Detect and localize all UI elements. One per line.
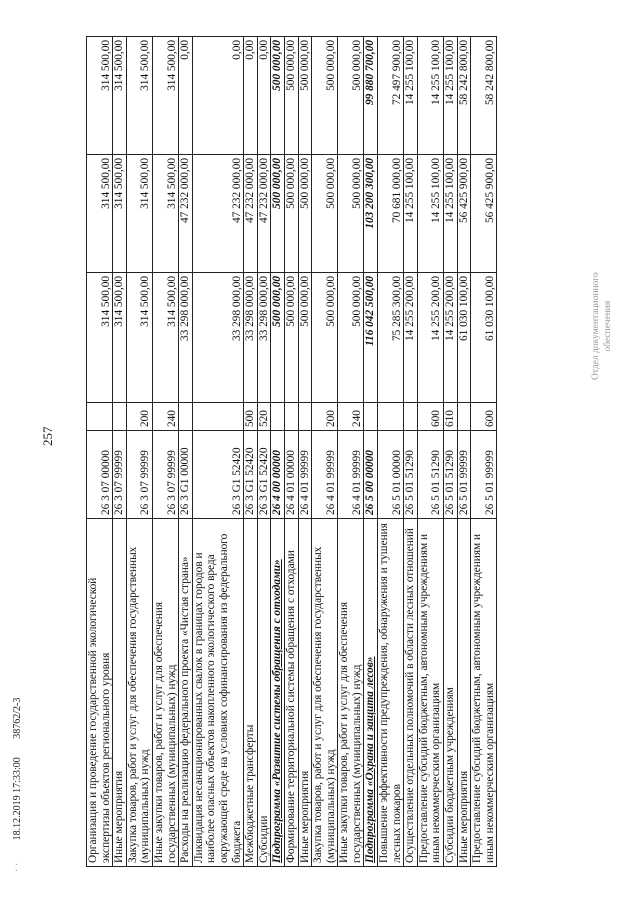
table-row <box>378 37 404 867</box>
row-name-cell: Субсидии <box>257 519 271 867</box>
row-type-cell <box>87 403 113 431</box>
subprogram-row <box>364 37 378 867</box>
row-amount-2021-cell: 14 255 100,00 <box>444 155 458 273</box>
table-row <box>257 37 271 867</box>
row-code-cell: 26 5 01 51290 <box>404 431 418 519</box>
row-name-cell: Иные закупки товаров, работ и услуг для обеспечения государственных (муниципальных) нужд <box>338 519 364 867</box>
row-amount-2022-cell: 14 255 100,00 <box>444 37 458 155</box>
row-amount-2020-cell: 500 000,00 <box>271 273 285 403</box>
row-amount-2021-cell: 56 425 900,00 <box>457 155 471 273</box>
row-name-cell: Подпрограмма «Охрана и защита лесов» <box>364 519 378 867</box>
row-amount-2022-cell: 0,00 <box>192 37 243 155</box>
row-type-cell <box>298 403 312 431</box>
table-row <box>126 37 152 867</box>
row-amount-2022-cell: 58 242 800,00 <box>457 37 471 155</box>
row-name-cell: Субсидии бюджетным учреждениям <box>444 519 458 867</box>
table-row <box>192 37 243 867</box>
row-amount-2021-cell: 314 500,00 <box>126 155 152 273</box>
table-row <box>338 37 364 867</box>
row-amount-2022-cell: 500 000,00 <box>338 37 364 155</box>
table-row <box>444 37 458 867</box>
row-name-cell: Закупка товаров, работ и услуг для обеспечения государственных (муниципальных) нужд <box>312 519 338 867</box>
row-name-cell: Предоставление субсидий бюджетным, автономным учреждениям и иным некоммерческим организациям <box>471 519 497 867</box>
row-type-cell <box>378 403 404 431</box>
row-code-cell: 26 4 01 99999 <box>298 431 312 519</box>
row-code-cell: 26 3 07 99999 <box>126 431 152 519</box>
row-type-cell: 500 <box>244 403 258 431</box>
row-amount-2020-cell: 61 030 100,00 <box>471 273 497 403</box>
row-name-cell: Организация и проведение государственной экологической экспертизы объектов регионального уровня <box>87 519 113 867</box>
row-amount-2020-cell: 33 298 000,00 <box>192 273 243 403</box>
row-type-cell: 240 <box>152 403 178 431</box>
row-code-cell: 26 4 01 99999 <box>338 431 364 519</box>
table-row <box>457 37 471 867</box>
table-row <box>113 37 127 867</box>
row-amount-2021-cell: 500 000,00 <box>271 155 285 273</box>
watermark-line: Отдел документационного <box>591 272 601 380</box>
row-code-cell: 26 3 G1 52420 <box>257 431 271 519</box>
row-amount-2022-cell: 72 497 900,00 <box>378 37 404 155</box>
row-code-cell: 26 4 01 99999 <box>312 431 338 519</box>
row-name-cell: Иные мероприятия <box>113 519 127 867</box>
row-amount-2020-cell: 314 500,00 <box>152 273 178 403</box>
row-amount-2020-cell: 14 255 200,00 <box>444 273 458 403</box>
row-code-cell: 26 3 G1 00000 <box>179 431 193 519</box>
rotated-page-content <box>86 37 568 867</box>
row-amount-2021-cell: 14 255 100,00 <box>417 155 443 273</box>
table-row <box>284 37 298 867</box>
row-type-cell: 610 <box>444 403 458 431</box>
row-amount-2022-cell: 500 000,00 <box>284 37 298 155</box>
footer-doc-code: 38762/2-3 <box>12 697 23 739</box>
row-code-cell: 26 5 01 00000 <box>378 431 404 519</box>
row-amount-2021-cell: 47 232 000,00 <box>257 155 271 273</box>
row-amount-2020-cell: 314 500,00 <box>126 273 152 403</box>
row-code-cell: 26 5 01 51290 <box>417 431 443 519</box>
row-name-cell: Осуществление отдельных полномочий в области лесных отношений <box>404 519 418 867</box>
budget-table <box>86 36 497 867</box>
row-amount-2021-cell: 500 000,00 <box>312 155 338 273</box>
row-type-cell <box>457 403 471 431</box>
row-amount-2020-cell: 33 298 000,00 <box>179 273 193 403</box>
table-row <box>152 37 178 867</box>
row-amount-2020-cell: 116 042 500,00 <box>364 273 378 403</box>
row-amount-2021-cell: 56 425 900,00 <box>471 155 497 273</box>
row-type-cell <box>179 403 193 431</box>
row-type-cell <box>271 403 285 431</box>
row-name-cell: Межбюджетные трансферты <box>244 519 258 867</box>
row-name-cell: Ликвидация несанкционированных свалок в границах городов и наиболее опасных объектов накопленного экологического вреда окружающей среде на условиях софинансирования из федерального бюджета <box>192 519 243 867</box>
row-type-cell <box>364 403 378 431</box>
row-code-cell: 26 5 01 51290 <box>444 431 458 519</box>
row-amount-2021-cell: 314 500,00 <box>87 155 113 273</box>
row-amount-2020-cell: 61 030 100,00 <box>457 273 471 403</box>
table-row <box>471 37 497 867</box>
row-amount-2020-cell: 500 000,00 <box>312 273 338 403</box>
row-type-cell <box>404 403 418 431</box>
row-amount-2022-cell: 0,00 <box>244 37 258 155</box>
row-type-cell <box>284 403 298 431</box>
row-code-cell: 26 4 00 00000 <box>271 431 285 519</box>
row-amount-2021-cell: 103 200 300,00 <box>364 155 378 273</box>
row-amount-2021-cell: 47 232 000,00 <box>244 155 258 273</box>
row-amount-2020-cell: 500 000,00 <box>298 273 312 403</box>
row-type-cell <box>192 403 243 431</box>
row-code-cell: 26 5 01 99999 <box>457 431 471 519</box>
row-amount-2022-cell: 500 000,00 <box>271 37 285 155</box>
table-row <box>312 37 338 867</box>
row-type-cell: 520 <box>257 403 271 431</box>
row-amount-2022-cell: 500 000,00 <box>298 37 312 155</box>
row-amount-2020-cell: 14 255 200,00 <box>404 273 418 403</box>
watermark-line: обеспечения <box>603 300 613 352</box>
row-amount-2022-cell: 14 255 100,00 <box>404 37 418 155</box>
row-code-cell: 26 3 07 00000 <box>87 431 113 519</box>
row-amount-2022-cell: 500 000,00 <box>312 37 338 155</box>
row-amount-2021-cell: 47 232 000,00 <box>179 155 193 273</box>
row-type-cell: 200 <box>312 403 338 431</box>
row-amount-2020-cell: 500 000,00 <box>284 273 298 403</box>
row-amount-2020-cell: 14 255 200,00 <box>417 273 443 403</box>
row-name-cell: Предоставление субсидий бюджетным, автономным учреждениям и иным некоммерческим организациям <box>417 519 443 867</box>
row-code-cell: 26 3 G1 52420 <box>192 431 243 519</box>
row-amount-2020-cell: 500 000,00 <box>338 273 364 403</box>
row-amount-2022-cell: 0,00 <box>179 37 193 155</box>
subprogram-row <box>271 37 285 867</box>
row-amount-2020-cell: 314 500,00 <box>113 273 127 403</box>
watermark-stamp <box>590 272 614 380</box>
row-amount-2020-cell: 314 500,00 <box>87 273 113 403</box>
row-code-cell: 26 3 07 99999 <box>152 431 178 519</box>
row-code-cell: 26 3 G1 52420 <box>244 431 258 519</box>
row-name-cell: Иные мероприятия <box>457 519 471 867</box>
table-row <box>298 37 312 867</box>
row-name-cell: Закупка товаров, работ и услуг для обеспечения государственных (муниципальных) нужд <box>126 519 152 867</box>
row-amount-2020-cell: 33 298 000,00 <box>257 273 271 403</box>
row-amount-2021-cell: 314 500,00 <box>152 155 178 273</box>
row-amount-2022-cell: 0,00 <box>257 37 271 155</box>
table-row <box>404 37 418 867</box>
row-amount-2022-cell: 314 500,00 <box>87 37 113 155</box>
row-amount-2022-cell: 99 880 700,00 <box>364 37 378 155</box>
table-row <box>87 37 113 867</box>
table-row <box>417 37 443 867</box>
row-name-cell: Иные мероприятия <box>298 519 312 867</box>
row-amount-2022-cell: 58 242 800,00 <box>471 37 497 155</box>
row-amount-2021-cell: 47 232 000,00 <box>192 155 243 273</box>
row-name-cell: Иные закупки товаров, работ и услуг для обеспечения государственных (муниципальных) нужд <box>152 519 178 867</box>
budget-table-body <box>87 37 497 867</box>
row-amount-2021-cell: 500 000,00 <box>298 155 312 273</box>
row-amount-2020-cell: 75 285 300,00 <box>378 273 404 403</box>
row-name-cell: Формирование территориальной системы обращения с отходами <box>284 519 298 867</box>
row-name-cell: Повышение эффективности предупреждения, обнаружения и тушения лесных пожаров <box>378 519 404 867</box>
row-amount-2022-cell: 314 500,00 <box>152 37 178 155</box>
row-name-cell: Подпрограмма «Развитие системы обращения с отходами» <box>271 519 285 867</box>
row-amount-2022-cell: 314 500,00 <box>113 37 127 155</box>
row-type-cell: 200 <box>126 403 152 431</box>
row-code-cell: 26 5 01 99999 <box>471 431 497 519</box>
row-type-cell: 240 <box>338 403 364 431</box>
row-name-cell: Расходы на реализацию федерального проекта «Чистая страна» <box>179 519 193 867</box>
row-amount-2021-cell: 500 000,00 <box>284 155 298 273</box>
row-type-cell: 600 <box>471 403 497 431</box>
row-code-cell: 26 4 01 00000 <box>284 431 298 519</box>
row-type-cell: 600 <box>417 403 443 431</box>
row-code-cell: 26 3 07 99999 <box>113 431 127 519</box>
row-amount-2021-cell: 70 681 000,00 <box>378 155 404 273</box>
page-number: 257 <box>40 426 55 446</box>
footer-date: 18.12.2019 17:33:00 <box>12 757 23 841</box>
row-amount-2021-cell: 500 000,00 <box>338 155 364 273</box>
table-row <box>244 37 258 867</box>
row-code-cell: 26 5 00 00000 <box>364 431 378 519</box>
row-type-cell <box>113 403 127 431</box>
table-row <box>179 37 193 867</box>
row-amount-2022-cell: 14 255 100,00 <box>417 37 443 155</box>
footer-marks: · · <box>12 862 23 872</box>
row-amount-2022-cell: 314 500,00 <box>126 37 152 155</box>
row-amount-2021-cell: 314 500,00 <box>113 155 127 273</box>
footer-stamp <box>12 698 23 872</box>
row-amount-2021-cell: 14 255 100,00 <box>404 155 418 273</box>
row-amount-2020-cell: 33 298 000,00 <box>244 273 258 403</box>
